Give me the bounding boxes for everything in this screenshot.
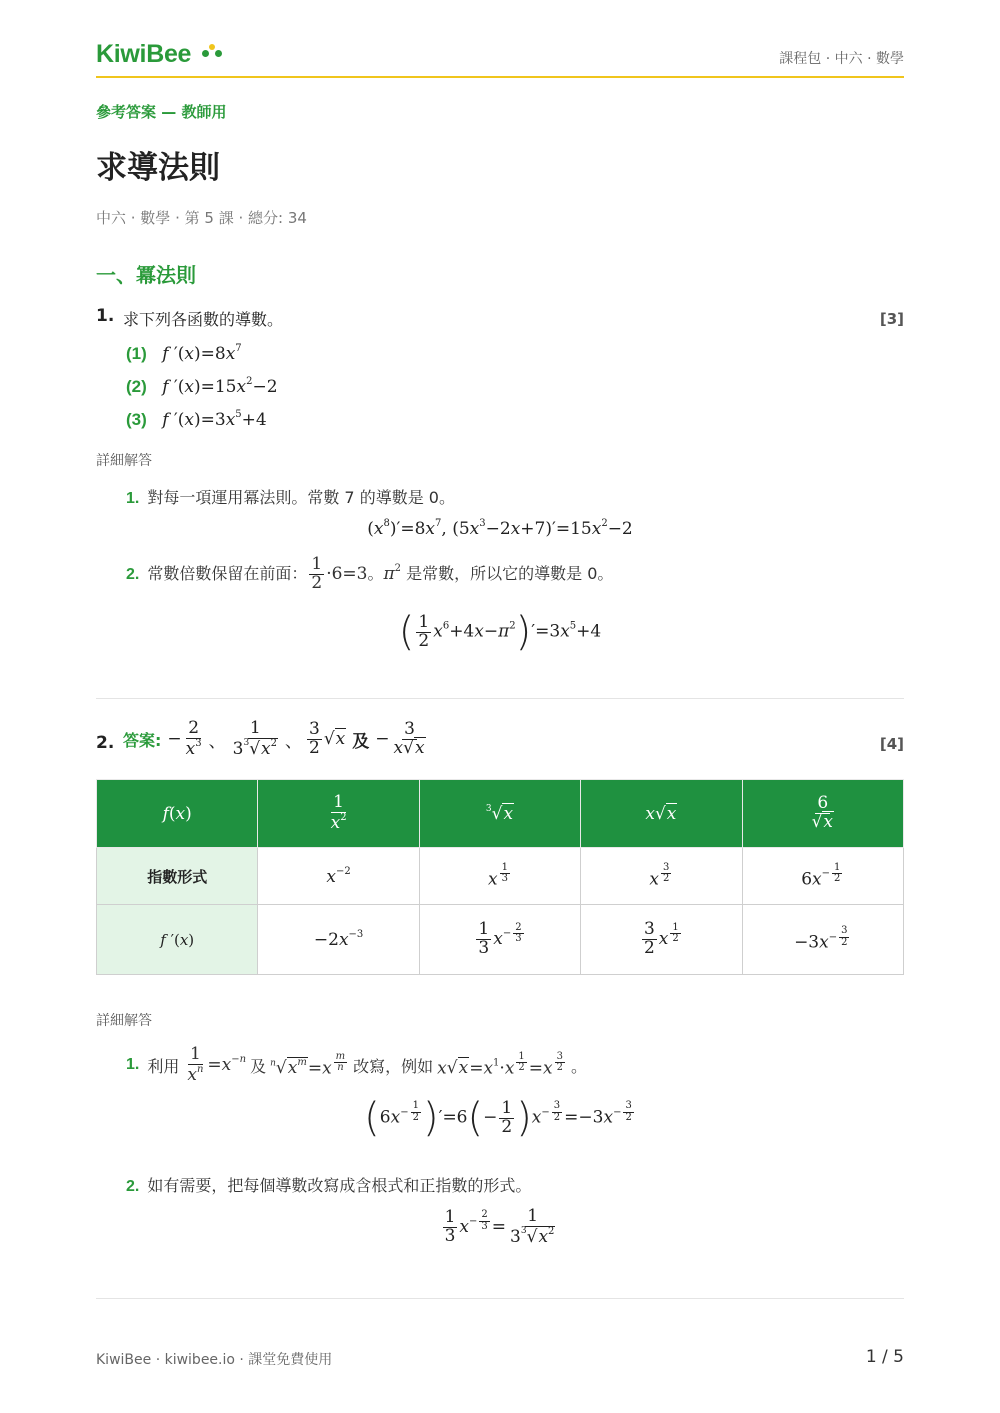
step-number: 2. <box>126 565 140 583</box>
table-cell: x $^{\frac{1}{3}}$ <box>419 848 580 905</box>
table-header-cell: $^3$√x <box>419 780 580 848</box>
separator: 、 <box>208 731 226 752</box>
table-header-row <box>97 780 904 848</box>
table-header-cell: $\frac{6}{√x}$ <box>742 780 903 848</box>
sub-number: (3) <box>126 410 147 429</box>
question-marks: [3] <box>879 310 904 328</box>
separator: 、 <box>285 731 302 752</box>
equation: ($6x^{- \frac{1}{2}}$ )′=6(− $\frac{1}{2}$ )$x^{- \frac{3}{2}}$ $=-3x^{- \frac{3}{2}}$ <box>364 1095 632 1141</box>
table-header-cell: x√x <box>581 780 742 848</box>
math-expression: f $'(x)=15x^2-2$ <box>162 376 278 397</box>
table-cell: $x^{-2}$ <box>258 848 419 905</box>
sub-number: (2) <box>126 377 147 396</box>
detail-label: 詳細解答 <box>96 1013 152 1029</box>
math-expression: $x√x=x^1\cdot x$ $^{\frac{1}{2}}$ =x $^{\frac{3}{2}}$ <box>437 1050 564 1079</box>
sub-answer-1 <box>126 343 242 371</box>
step-number: 2. <box>126 1178 140 1195</box>
answer-label: 答案: <box>123 730 162 750</box>
math-expression: f $'(x)=8x^7$ <box>162 343 242 364</box>
equation: ( $\frac{1}{2}$ $x^6+4x-\pi^2)'=3x^5+4$ <box>398 609 602 655</box>
step-text: 改寫，例如 <box>353 1056 434 1076</box>
page-meta: 中六 · 數學 · 第 5 課 · 總分: 34 <box>96 209 307 227</box>
math-expression: $\frac{1}{3^3√x^2}$ <box>232 717 277 759</box>
math-expression: f $'(x)=3x^5+4$ <box>162 409 267 430</box>
math-expression: $\pi^2$ <box>383 562 402 584</box>
step-number: 1. <box>126 1056 140 1073</box>
section-heading: 一、冪法則 <box>96 263 196 287</box>
question-answer <box>123 713 430 765</box>
step-text: 是常數，所以它的導數是 0。 <box>406 563 614 583</box>
page-number: 1 / 5 <box>865 1347 904 1367</box>
table-row <box>97 848 904 905</box>
solution-step-2 <box>126 1173 531 1196</box>
step-text: 如有需要，把每個導數改寫成含根式和正指數的形式。 <box>147 1176 532 1195</box>
math-expression: $\frac{1}{2}$ ·6=3 <box>311 554 368 593</box>
table-cell: $\frac{3}{2}$ x $^{\frac{1}{2}}$ <box>581 905 742 975</box>
solution-step-1 <box>126 1040 587 1090</box>
step-text: 利用 <box>147 1056 180 1076</box>
table-header-cell: f(x) <box>97 780 258 848</box>
detail-label: 詳細解答 <box>96 453 152 469</box>
divider <box>96 698 904 699</box>
math-expression: $^n√x^m=x$ $^{\frac{m}{n}}$ <box>270 1050 346 1079</box>
course-breadcrumb: 課程包 · 中六 · 數學 <box>779 51 904 67</box>
table-cell: $-2x^{-3}$ <box>258 905 419 975</box>
logo-dots-icon <box>200 44 224 60</box>
page-footer: KiwiBee · kiwibee.io · 課堂免費使用 <box>96 1352 333 1368</box>
math-expression: $\frac{3}{2}$ √x <box>309 718 346 758</box>
table-cell: x $^{\frac{3}{2}}$ <box>581 848 742 905</box>
math-expression: − $\frac{2}{x^3}$ <box>167 717 202 759</box>
equation: $(x^8)'=8x^7$, $(5x^3-2x+7)'=15x^2-2$ <box>367 518 633 539</box>
question-text: 求下列各函數的導數。 <box>123 310 284 329</box>
divider <box>96 1298 904 1299</box>
math-expression: − $\frac{3}{x√x}$ <box>375 718 425 758</box>
page-title: 求導法則 <box>96 150 220 186</box>
answer-key-tag: 參考答案 — 教師用 <box>96 103 227 121</box>
brand-logo: KiwiBee <box>96 40 192 68</box>
table-cell: $-3x^{- \frac{3}{2}}$ <box>742 905 903 975</box>
sub-number: (1) <box>126 344 147 363</box>
row-header: 指數形式 <box>97 848 258 905</box>
table-header-cell: $\frac{1}{x^2}$ <box>258 780 419 848</box>
derivative-table <box>96 779 904 975</box>
table-cell: $6x^{- \frac{1}{2}}$ <box>742 848 903 905</box>
conjunction: 及 <box>352 731 370 752</box>
math-expression: $\frac{1}{x^n}$ $=x^{-n}$ <box>187 1043 247 1085</box>
question-number: 1. <box>96 306 115 326</box>
step-text: 及 <box>250 1056 267 1076</box>
step-text: 。 <box>571 1056 588 1076</box>
equation: $\frac{1}{3}$ $x^{- \frac{2}{3}}$ = $\frac{1}{3^3√x^2}$ <box>444 1206 555 1247</box>
sub-answer-2 <box>126 376 278 404</box>
solution-step-1 <box>126 485 455 508</box>
question-marks: [4] <box>879 735 904 753</box>
table-row <box>97 905 904 975</box>
page-header <box>96 38 904 78</box>
step-text: 對每一項運用冪法則。常數 7 的導數是 0。 <box>147 488 455 507</box>
question-number: 2. <box>96 733 115 753</box>
sub-answer-3 <box>126 409 267 437</box>
row-header: f ′(x) <box>97 905 258 975</box>
step-text: 常數倍數保留在前面： <box>147 563 308 583</box>
solution-step-2: 2. 常數倍數保留在前面： $\frac{1}{2}$ ·6=3。$\pi^2$ 是常數，所以它的導數是 0。 <box>126 554 614 593</box>
step-number: 1. <box>126 490 140 507</box>
page <box>96 0 904 1413</box>
table-cell: $\frac{1}{3}$ $x^{- \frac{2}{3}}$ <box>419 905 580 975</box>
